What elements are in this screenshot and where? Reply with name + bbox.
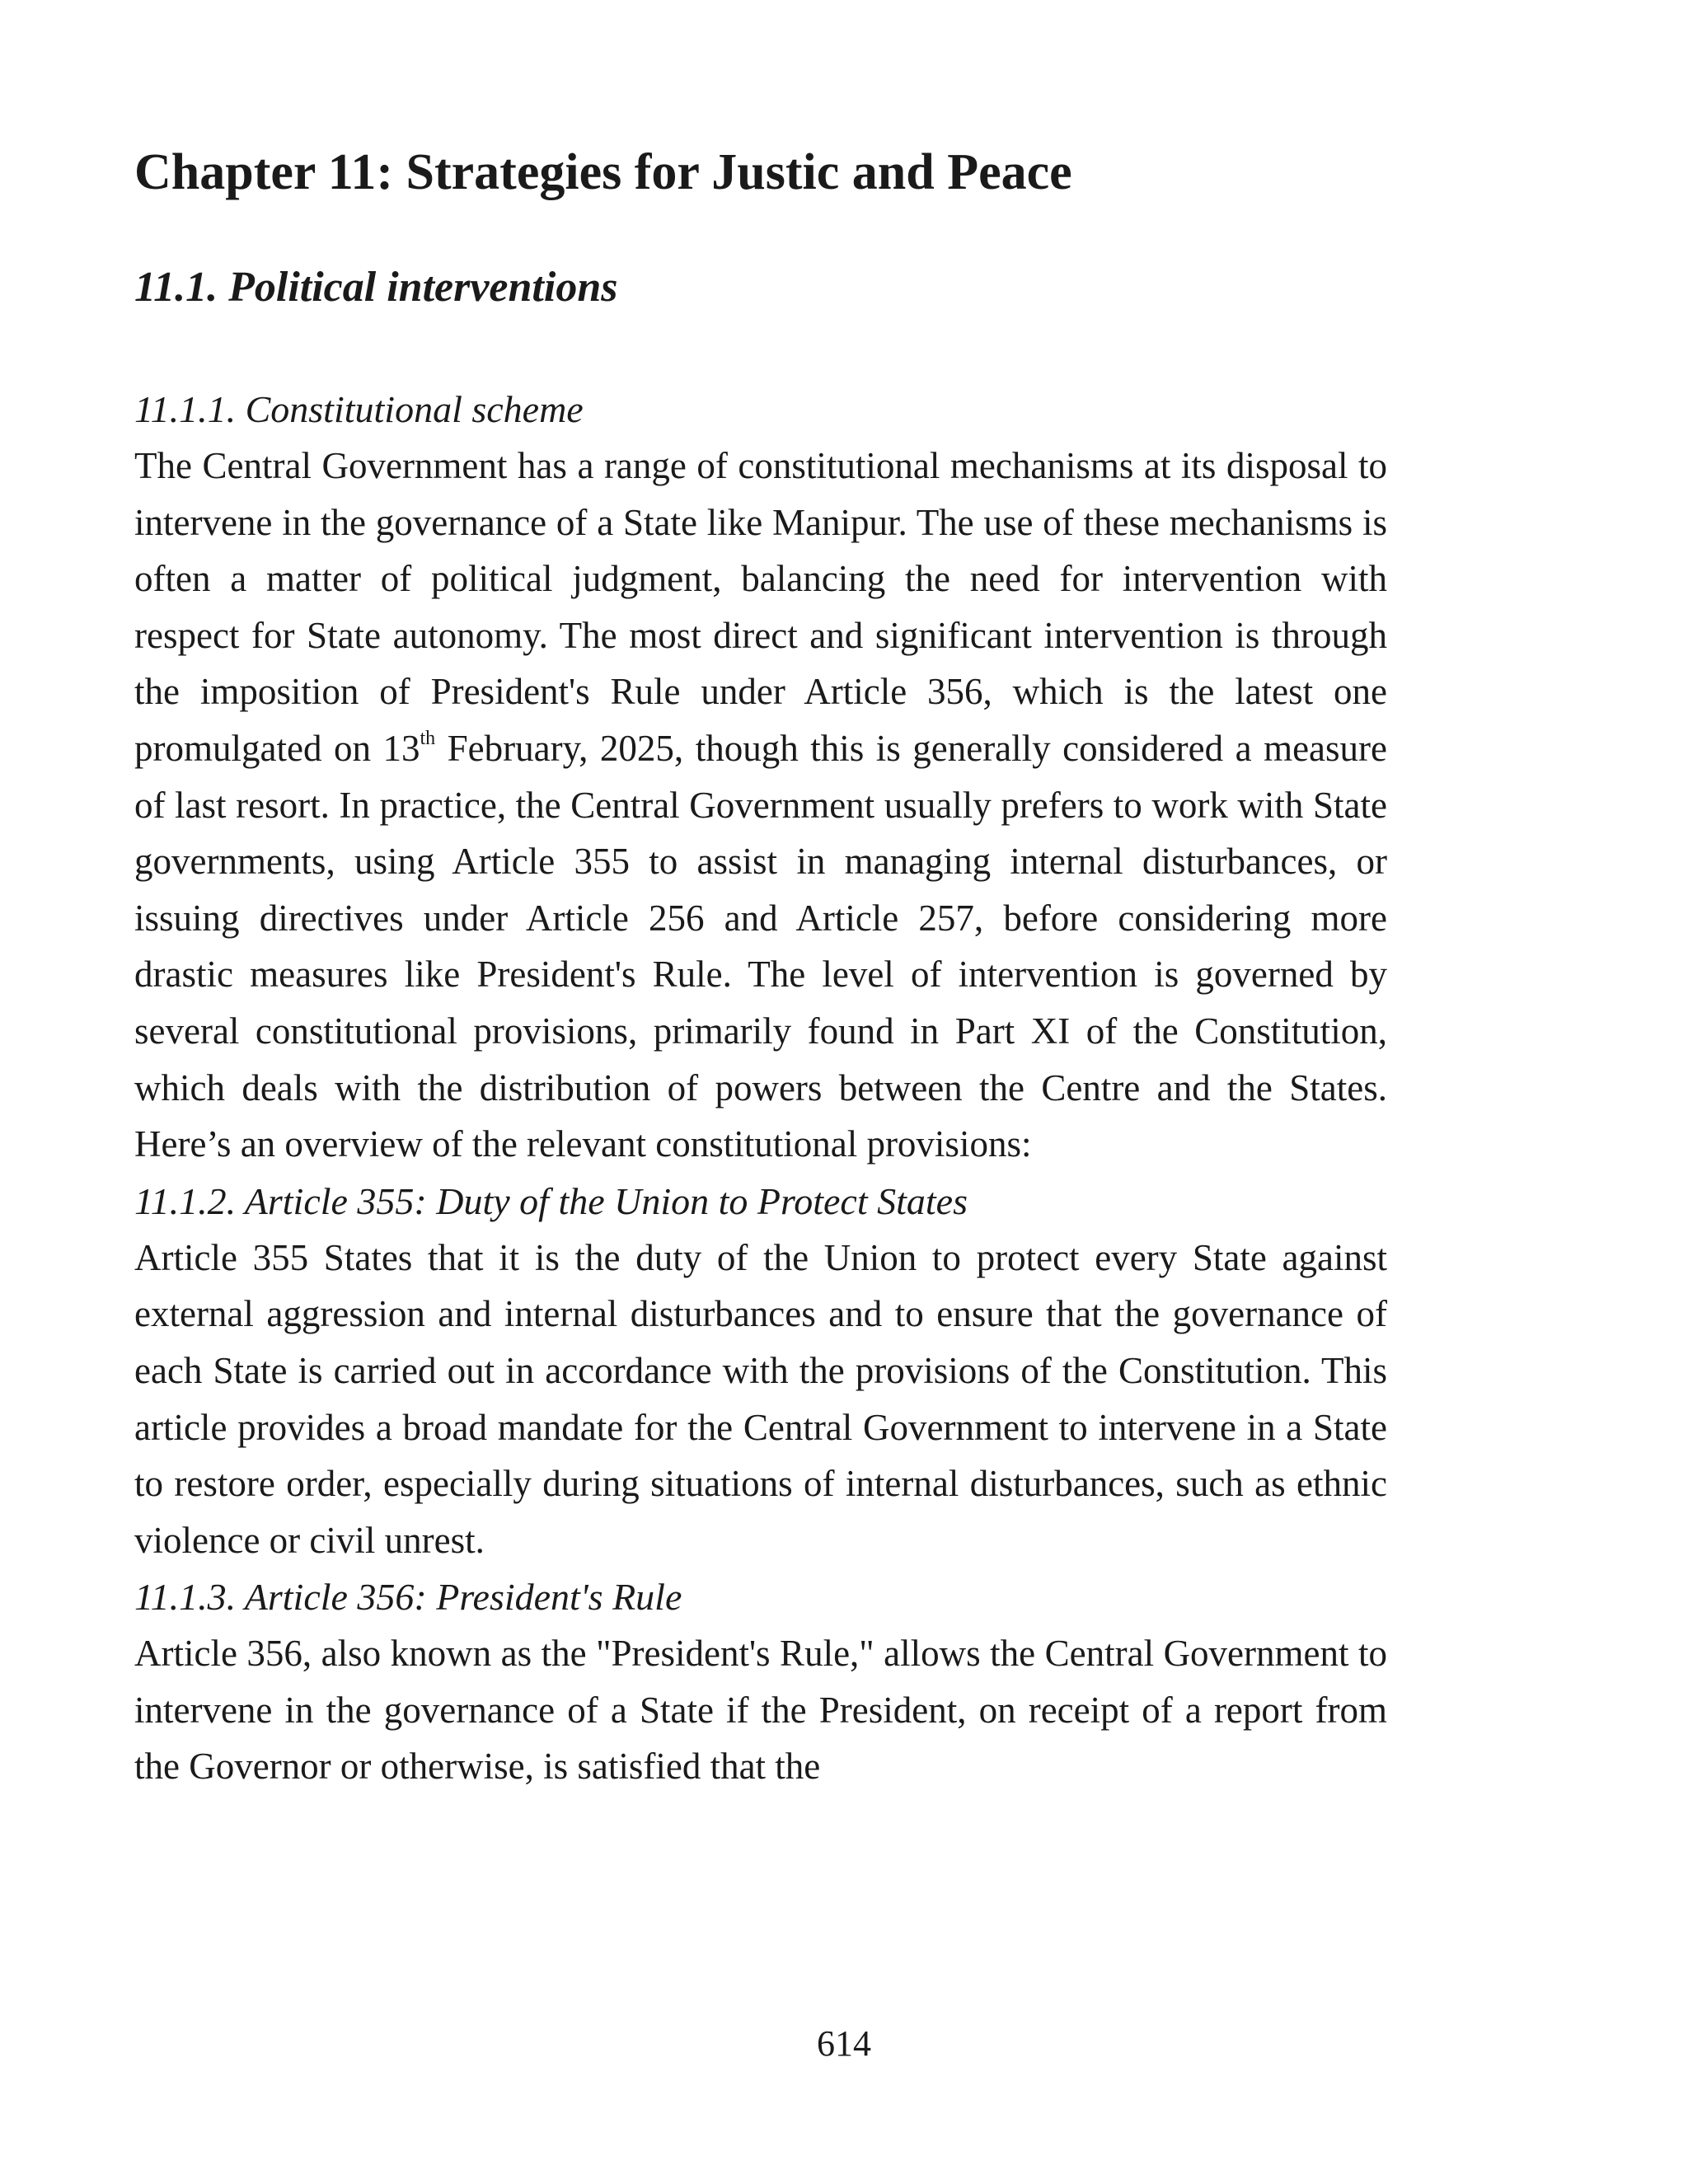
- paragraph-text: The Central Government has a range of constitutional mechanisms at its disposal to intervene in the governance of a State like Manipur. The use of these mechanisms is often a matter of political judgment, balancing the need for intervention with respect for State autonomy. The most direct and significant intervention is through the imposition of President's Rule under Article 356, which is the latest one promulgated on 13: [134, 445, 1387, 769]
- chapter-title: Chapter 11: Strategies for Justic and Peace: [134, 144, 1072, 200]
- paragraph-text: February, 2025, though this is generally considered a measure of last resort. In practice, the Central Government usually prefers to work with State governments, using Article 355 to assist in managing internal disturbances, or issuing directives under Article 256 and Article 257, before considering more drastic measures like President's Rule. The level of intervention is governed by several constitutional provisions, primarily found in Part XI of the Constitution, which deals with the distribution of powers between the Centre and the States. Here’s an overview of the relevant constitutional provisions:: [134, 727, 1387, 1165]
- paragraph-article-356: Article 356, also known as the "President's Rule," allows the Central Government to intervene in the governance of a State if the President, on receipt of a report from the Governor or otherwise, is satisfied that the: [134, 1633, 1387, 1788]
- page-number: 614: [817, 2023, 871, 2064]
- section-title: 11.1. Political interventions: [134, 264, 618, 311]
- subsection-heading-article-356: 11.1.3. Article 356: President's Rule: [134, 1576, 682, 1619]
- subsection-heading-constitutional-scheme: 11.1.1. Constitutional scheme: [134, 388, 584, 430]
- paragraph-constitutional-scheme: [134, 438, 1387, 1173]
- ordinal-superscript: th: [420, 727, 436, 749]
- subsection-heading-article-355: 11.1.2. Article 355: Duty of the Union to Protect States: [134, 1179, 968, 1222]
- body-content: [134, 381, 1387, 1795]
- paragraph-article-355: Article 355 States that it is the duty of the Union to protect every State against external aggression and internal disturbances and to ensure that the governance of each State is carried out in accordance with the provisions of the Constitution. This article provides a broad mandate for the Central Government to intervene in a State to restore order, especially during situations of internal disturbances, such as ethnic violence or civil unrest.: [134, 1236, 1387, 1561]
